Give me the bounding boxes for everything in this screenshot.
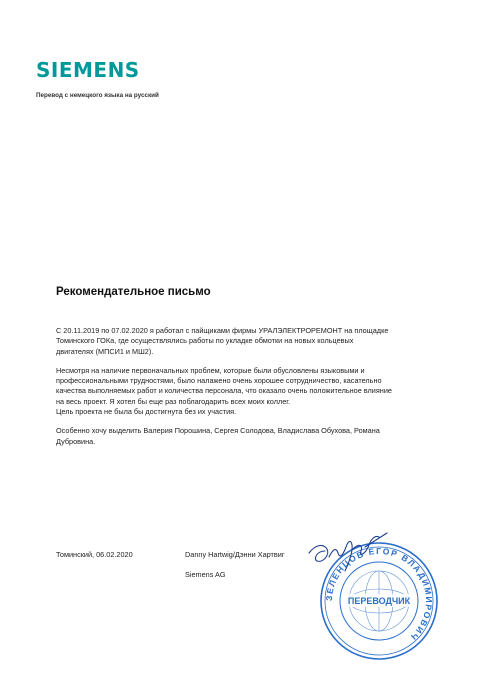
text-line: С 20.11.2019 по 07.02.2020 я работал с пайщиками фирмы УРАЛЭЛЕКТРОРЕМОНТ на площадке xyxy=(56,326,389,335)
paragraph-3 xyxy=(56,426,440,447)
handwritten-signature xyxy=(303,527,393,577)
translation-note: Перевод с немецкого языка на русский xyxy=(36,92,159,99)
place-and-date: Томинский, 06.02.2020 xyxy=(56,550,133,559)
paragraph-2 xyxy=(56,366,440,417)
stamp-ring-text: ЗЕЛЕНЦОВ ЕГОР ВЛАДИМИРОВИЧ xyxy=(323,545,435,643)
signer-name: Danny Hartwig/Дэнни Хартвиг xyxy=(185,550,285,559)
text-line: Цель проекта не была бы достигнута без их участия. xyxy=(56,407,237,417)
text-line: Особенно хочу выделить Валерия Порошина, Сергея Солодова, Владислава Обухова, Романа xyxy=(56,426,380,436)
text-line: профессиональными трудностями, было налажено очень хорошее сотрудничество, касательно xyxy=(56,376,382,386)
text-line: Дубровина. xyxy=(56,436,96,446)
letter-body xyxy=(56,326,440,456)
text-line: качества выполняемых работ и количества персонала, что оказало очень положительное влияние xyxy=(56,386,392,396)
company-name: Siemens AG xyxy=(185,570,226,579)
text-line: Несмотря на наличие первоначальных проблем, которые были обусловлены языковыми и xyxy=(56,365,365,375)
siemens-logo: SIEMENS xyxy=(36,58,140,82)
paragraph-1 xyxy=(56,326,440,357)
text-line: на весь проект. Я хотел бы еще раз поблагодарить всех моих коллег. xyxy=(56,396,291,406)
stamp-center-text: ПЕРЕВОДЧИК xyxy=(347,596,411,606)
letter-title: Рекомендательное письмо xyxy=(56,286,211,298)
text-line: двигателях (МПСИ1 и МШ2). xyxy=(56,346,154,356)
text-line: Томинского ГОКа, где осуществлялись работы по укладке обмотки на новых кольцевых xyxy=(56,336,354,346)
